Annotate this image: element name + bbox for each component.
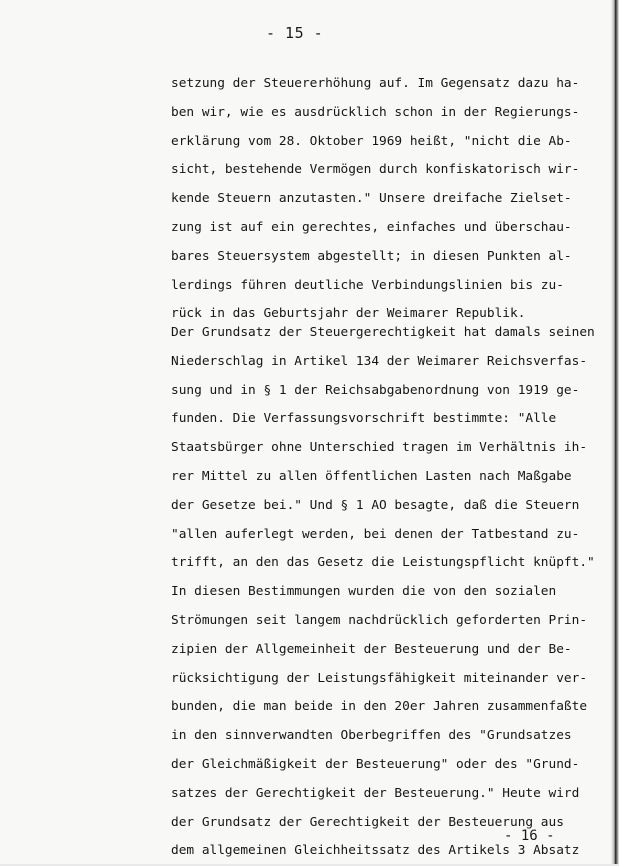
text-line: zung ist auf ein gerechtes, einfaches und überschau- bbox=[171, 219, 572, 235]
text-line: Staatsbürger ohne Unterschied tragen im Verhältnis ih- bbox=[171, 440, 588, 456]
text-line: satzes der Gerechtigkeit der Besteuerung." Heute wird bbox=[171, 785, 580, 801]
text-line: erklärung vom 28. Oktober 1969 heißt, "nicht die Ab- bbox=[171, 133, 572, 149]
text-line: sung und in § 1 der Reichsabgabenordnung von 1919 ge- bbox=[171, 382, 580, 398]
text-line: bunden, die man beide in den 20er Jahren zusammenfaßte bbox=[171, 699, 588, 715]
text-line: lerdings führen deutliche Verbindungslinien bis zu- bbox=[171, 277, 564, 293]
text-line: bares Steuersystem abgestellt; in diesen Punkten al- bbox=[171, 248, 572, 264]
footer-page-number: - 16 - bbox=[504, 828, 555, 844]
text-line: ben wir, wie es ausdrücklich schon in der Regierungs- bbox=[171, 104, 580, 120]
text-line: dem allgemeinen Gleichheitssatz des Artikels 3 Absatz bbox=[171, 843, 580, 859]
paragraph-1 bbox=[171, 70, 583, 329]
paragraph-2 bbox=[171, 319, 595, 866]
text-line: Niederschlag in Artikel 134 der Weimarer Reichsverfas- bbox=[171, 353, 588, 369]
text-line: Strömungen seit langem nachdrücklich geforderten Prin- bbox=[171, 612, 588, 628]
text-line: "allen auferlegt werden, bei denen der Tatbestand zu- bbox=[171, 526, 580, 542]
text-line: der Gleichmäßigkeit der Besteuerung" oder des "Grund- bbox=[171, 756, 580, 772]
text-line: funden. Die Verfassungsvorschrift bestimmte: "Alle bbox=[171, 411, 557, 427]
text-line: der Grundsatz der Gerechtigkeit der Besteuerung aus bbox=[171, 814, 564, 830]
text-line: setzung der Steuererhöhung auf. Im Gegensatz dazu ha- bbox=[171, 76, 580, 91]
text-line: in den sinnverwandten Oberbegriffen des "Grundsatzes bbox=[171, 728, 572, 744]
text-line: rück in das Geburtsjahr der Weimarer Republik. bbox=[171, 306, 526, 322]
header-page-number: - 15 - bbox=[266, 24, 324, 42]
text-line: In diesen Bestimmungen wurden die von den sozialen bbox=[171, 584, 557, 600]
scan-edge-shadow bbox=[611, 0, 619, 864]
text-line: sicht, bestehende Vermögen durch konfiskatorisch wir- bbox=[171, 162, 580, 178]
text-line: kende Steuern anzutasten." Unsere dreifache Zielset- bbox=[171, 191, 572, 207]
text-line: rer Mittel zu allen öffentlichen Lasten nach Maßgabe bbox=[171, 468, 572, 484]
text-line: Der Grundsatz der Steuergerechtigkeit hat damals seinen bbox=[171, 325, 595, 340]
text-line: trifft, an den das Gesetz die Leistungspflicht knüpft." bbox=[171, 555, 595, 571]
text-line: zipien der Allgemeinheit der Besteuerung und der Be- bbox=[171, 641, 572, 657]
text-line: der Gesetze bei." Und § 1 AO besagte, daß die Steuern bbox=[171, 497, 580, 513]
text-line: rücksichtigung der Leistungsfähigkeit miteinander ver- bbox=[171, 670, 588, 686]
